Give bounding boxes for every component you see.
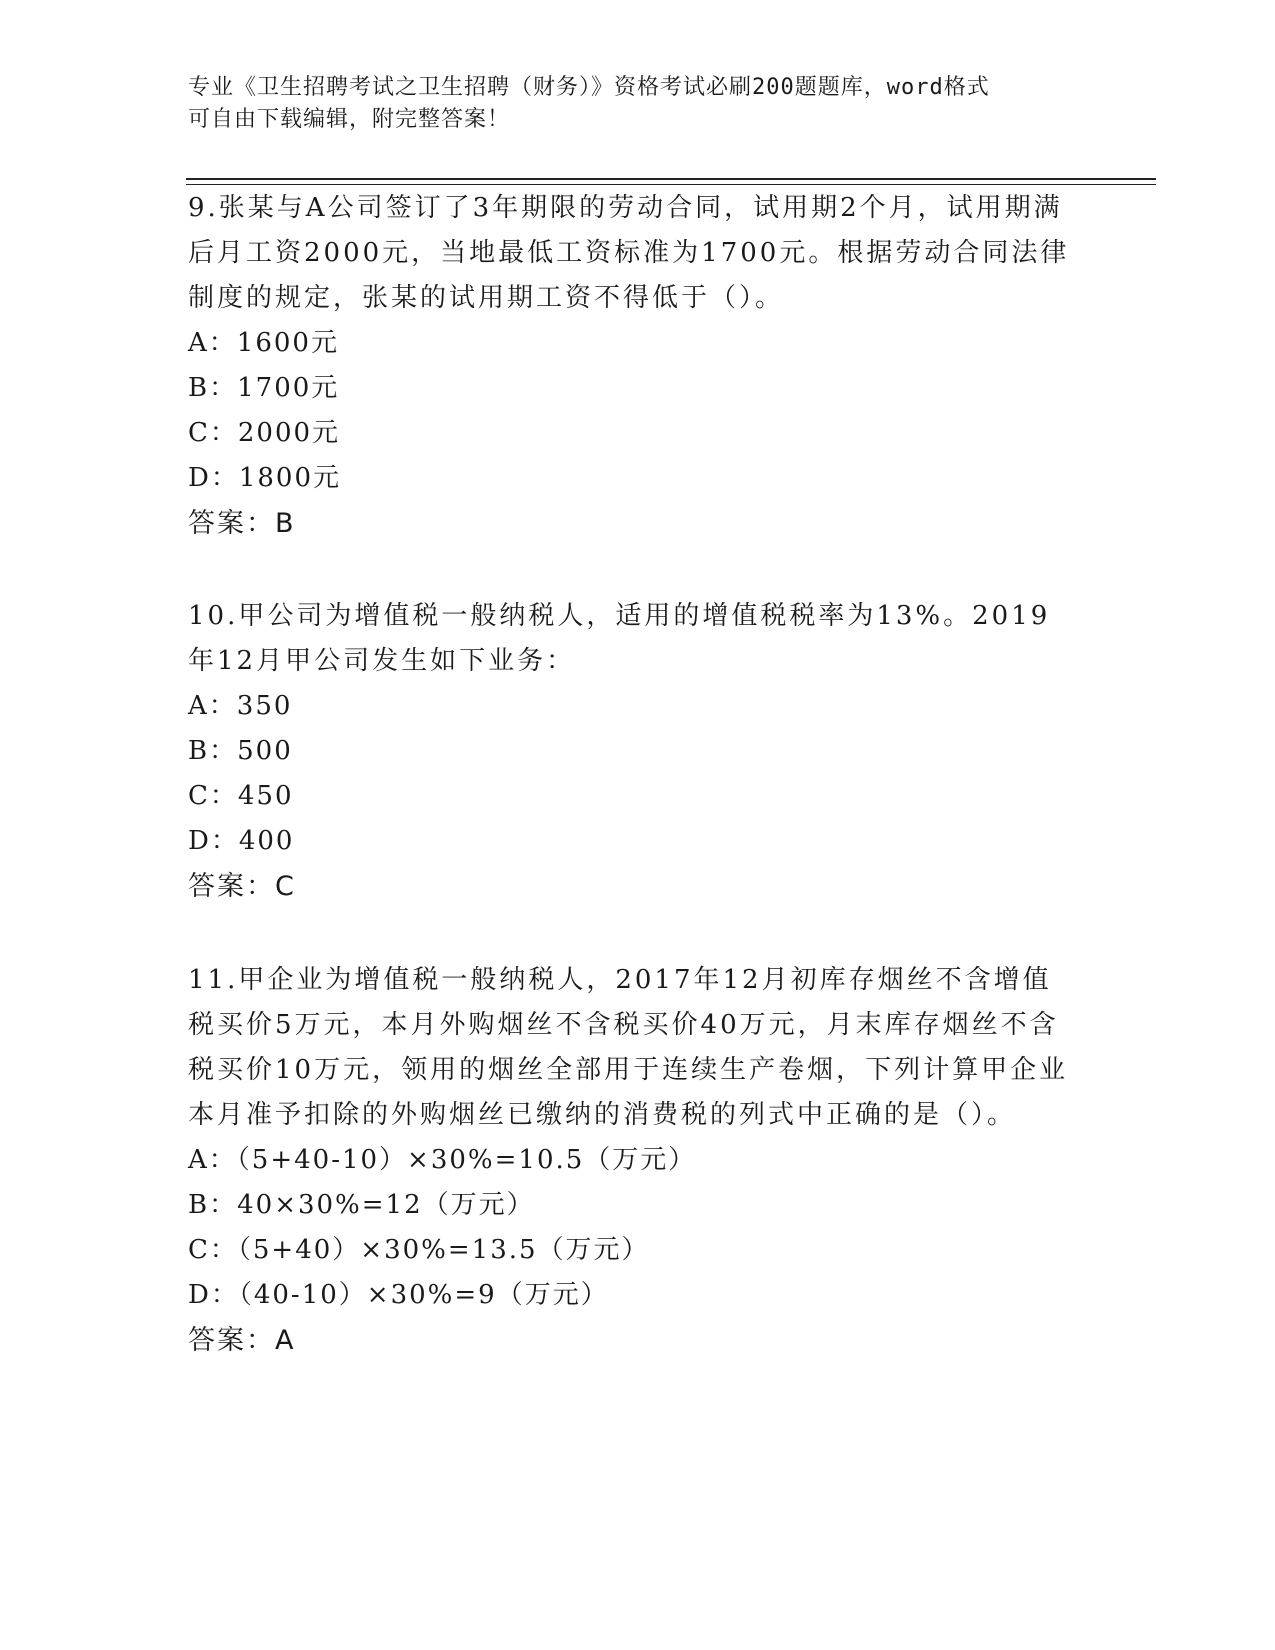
answer: 答案：B <box>188 508 296 539</box>
document-header <box>188 72 1068 136</box>
header-divider-thick <box>186 178 1156 180</box>
option-a: A：1600元 <box>188 328 339 358</box>
option-d: D：（40-10）×30%=9（万元） <box>188 1280 609 1310</box>
question-10 <box>188 594 1078 909</box>
header-divider-thin <box>186 184 1156 185</box>
question-11 <box>188 958 1078 1363</box>
option-d: D：1800元 <box>188 463 342 493</box>
answer: 答案：A <box>188 1325 296 1356</box>
question-text: 10.甲公司为增值税一般纳税人，适用的增值税税率为13%。2019年12月甲公司发生如下业务： <box>188 601 1051 676</box>
question-9 <box>188 186 1078 546</box>
answer: 答案：C <box>188 871 296 902</box>
option-c: C：2000元 <box>188 418 341 448</box>
option-d: D：400 <box>188 826 295 856</box>
option-c: C：450 <box>188 781 294 811</box>
option-b: B：40×30%=12（万元） <box>188 1190 535 1220</box>
option-a: A：（5+40-10）×30%=10.5（万元） <box>188 1145 697 1175</box>
header-line-1: 专业《卫生招聘考试之卫生招聘（财务）》资格考试必刷200题题库，word格式 <box>188 75 990 100</box>
option-b: B：1700元 <box>188 373 340 403</box>
header-line-2: 可自由下载编辑，附完整答案！ <box>188 107 511 132</box>
option-a: A：350 <box>188 691 293 721</box>
option-c: C：（5+40）×30%=13.5（万元） <box>188 1235 650 1265</box>
question-text: 9.张某与A公司签订了3年期限的劳动合同，试用期2个月，试用期满后月工资2000元，当地最低工资标准为1700元。根据劳动合同法律制度的规定，张某的试用期工资不得低于（）。 <box>188 193 1070 313</box>
question-text: 11.甲企业为增值税一般纳税人，2017年12月初库存烟丝不含增值税买价5万元，本月外购烟丝不含税买价40万元，月末库存烟丝不含税买价10万元，领用的烟丝全部用于连续生产卷烟，下列计算甲企业本月准予扣除的外购烟丝已缴纳的消费税的列式中正确的是（）。 <box>188 965 1069 1130</box>
option-b: B：500 <box>188 736 293 766</box>
